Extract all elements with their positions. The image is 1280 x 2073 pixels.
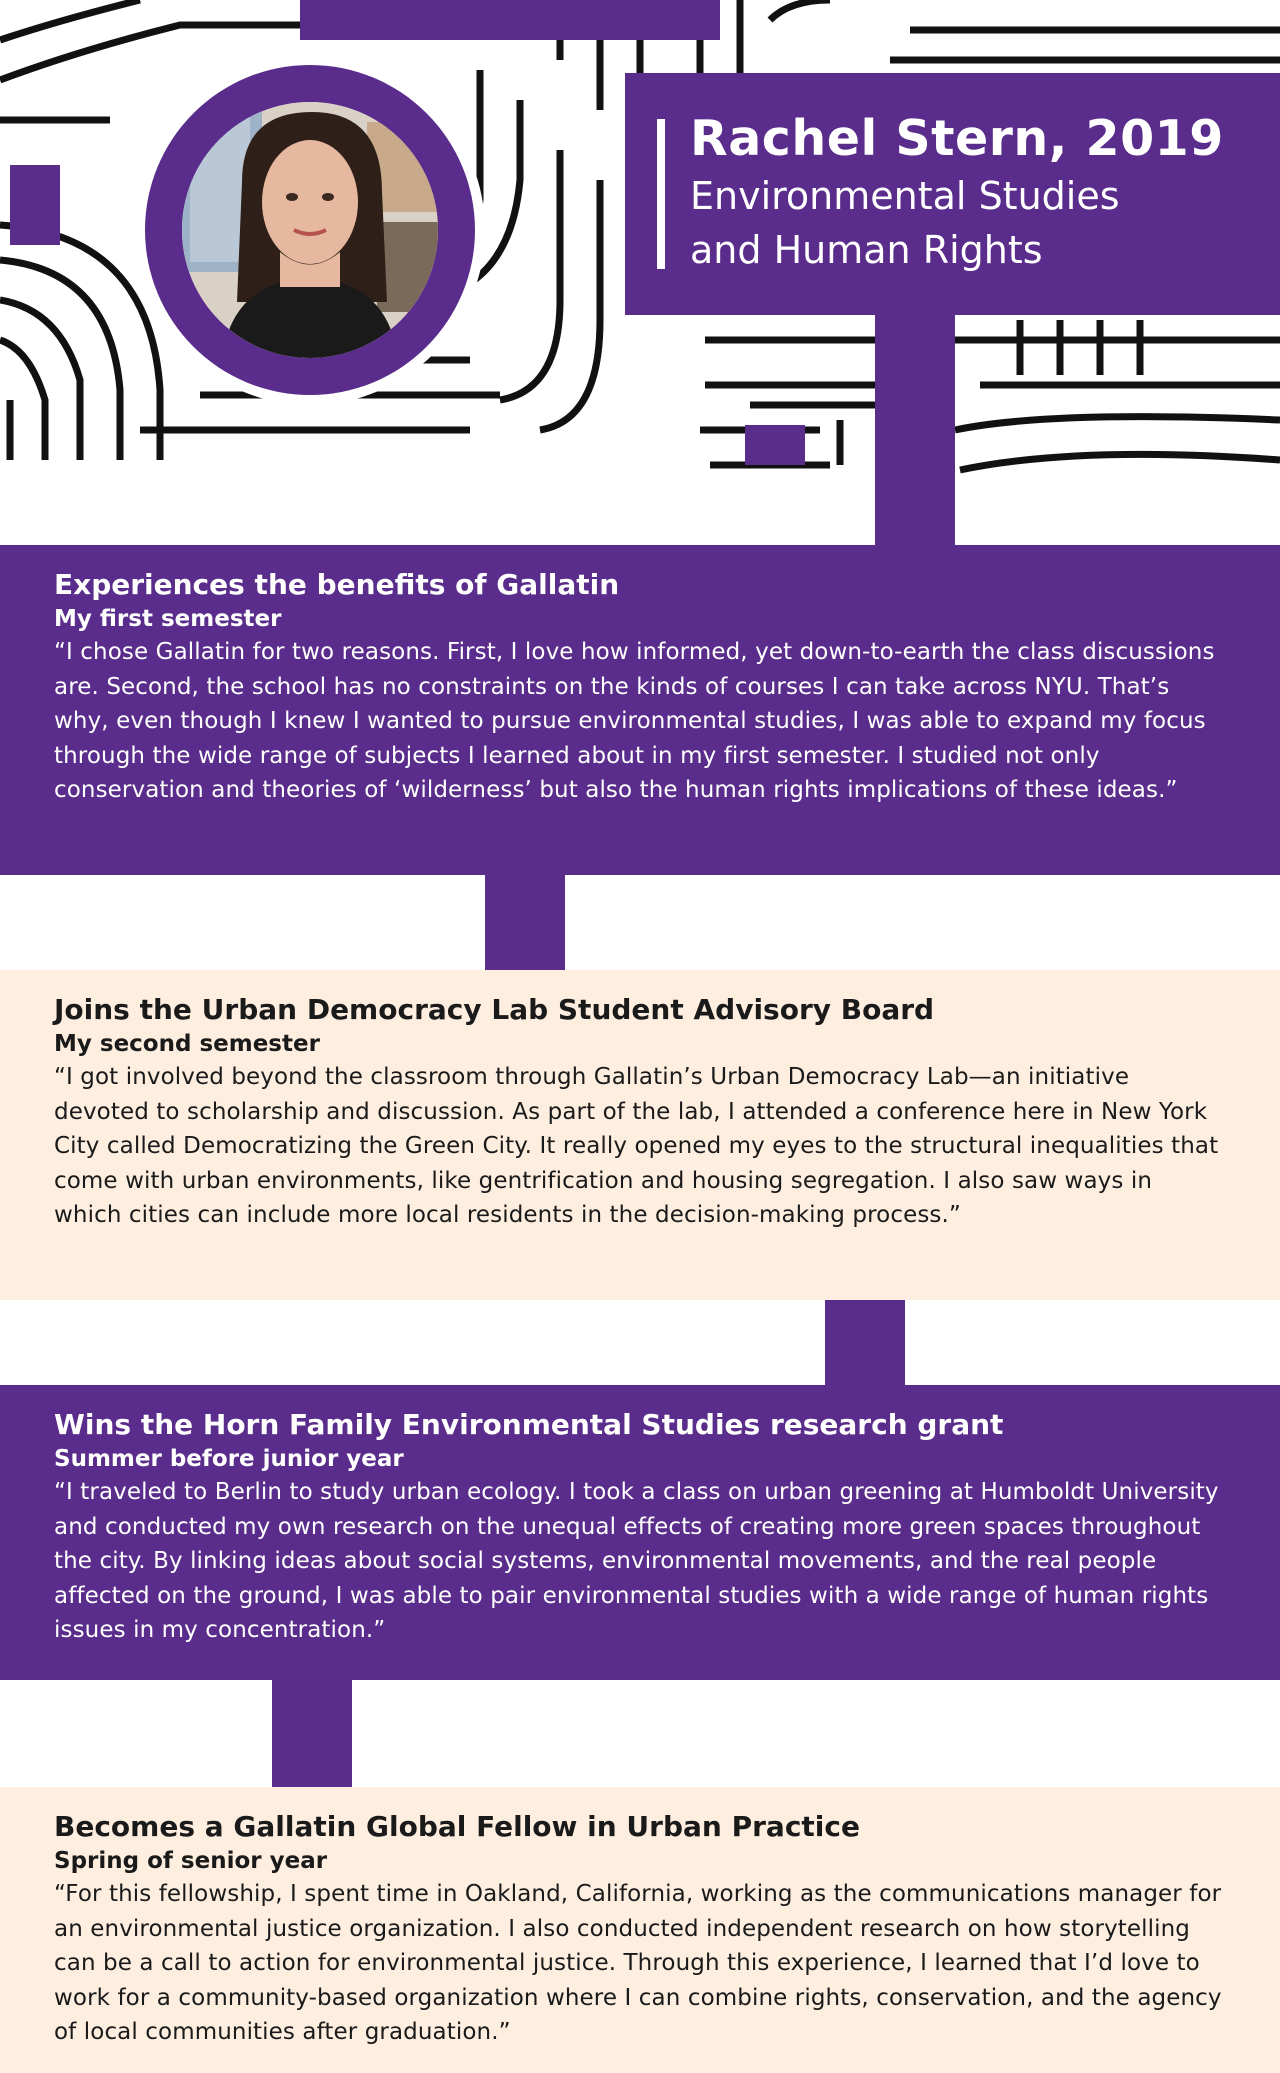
milestone-time: My first semester bbox=[54, 606, 282, 632]
milestone-title: Experiences the benefits of Gallatin bbox=[54, 568, 620, 601]
concentration-line-1: Environmental Studies bbox=[690, 174, 1120, 218]
milestone-time: My second semester bbox=[54, 1031, 320, 1057]
milestone-quote: “I got involved beyond the classroom through Gallatin’s Urban Democracy Lab—an initiative devoted to scholarship and discussion. As part of the lab, I attended a conference here in New York City called Democratizing the Green City. It really opened my eyes to the structural inequalities that come with urban environments, like gentrification and housing segregation. I also saw ways in which cities can include more local residents in the decision-making process.” bbox=[54, 1064, 1219, 1228]
portrait-photo bbox=[182, 102, 438, 358]
timeline-connector bbox=[825, 1300, 905, 1385]
name-accent-bar bbox=[657, 119, 665, 269]
milestone-time: Spring of senior year bbox=[54, 1848, 328, 1874]
milestone-1 bbox=[0, 545, 1280, 875]
timeline-connector bbox=[485, 875, 565, 970]
milestone-title: Joins the Urban Democracy Lab Student Advisory Board bbox=[54, 993, 935, 1026]
milestone-title: Wins the Horn Family Environmental Studies research grant bbox=[54, 1408, 1004, 1441]
milestone-quote: “For this fellowship, I spent time in Oakland, California, working as the communications manager for an environmental justice organization. I also conducted independent research on how storytelling can be a call to action for environmental justice. Through this experience, I learned that I’d love to work for a community-based organization where I can combine rights, conservation, and the agency of local communities after graduation.” bbox=[54, 1881, 1222, 2045]
milestone-2 bbox=[0, 970, 1280, 1300]
name-plate bbox=[625, 73, 1280, 315]
timeline-connector bbox=[272, 1680, 352, 1787]
concentration-line-2: and Human Rights bbox=[690, 228, 1043, 272]
milestone-4 bbox=[0, 1787, 1280, 2073]
milestone-quote: “I chose Gallatin for two reasons. First, I love how informed, yet down-to-earth the class discussions are. Second, the school has no constraints on the kinds of courses I can take across NYU. That’s why, even though I knew I wanted to pursue environmental studies, I was able to expand my focus through the wide range of subjects I learned about in my first semester. I studied not only conservation and theories of ‘wilderness’ but also the human rights implications of these ideas.” bbox=[54, 639, 1215, 803]
milestone-3 bbox=[0, 1385, 1280, 1680]
milestone-quote: “I traveled to Berlin to study urban ecology. I took a class on urban greening at Humboldt University and conducted my own research on the unequal effects of creating more green spaces throughout the city. By linking ideas about social systems, environmental movements, and the real people affected on the ground, I was able to pair environmental studies with a wide range of human rights issues in my concentration.” bbox=[54, 1479, 1219, 1643]
milestone-time: Summer before junior year bbox=[54, 1446, 404, 1472]
student-name-year: Rachel Stern, 2019 bbox=[690, 110, 1224, 167]
milestone-title: Becomes a Gallatin Global Fellow in Urban Practice bbox=[54, 1810, 860, 1843]
